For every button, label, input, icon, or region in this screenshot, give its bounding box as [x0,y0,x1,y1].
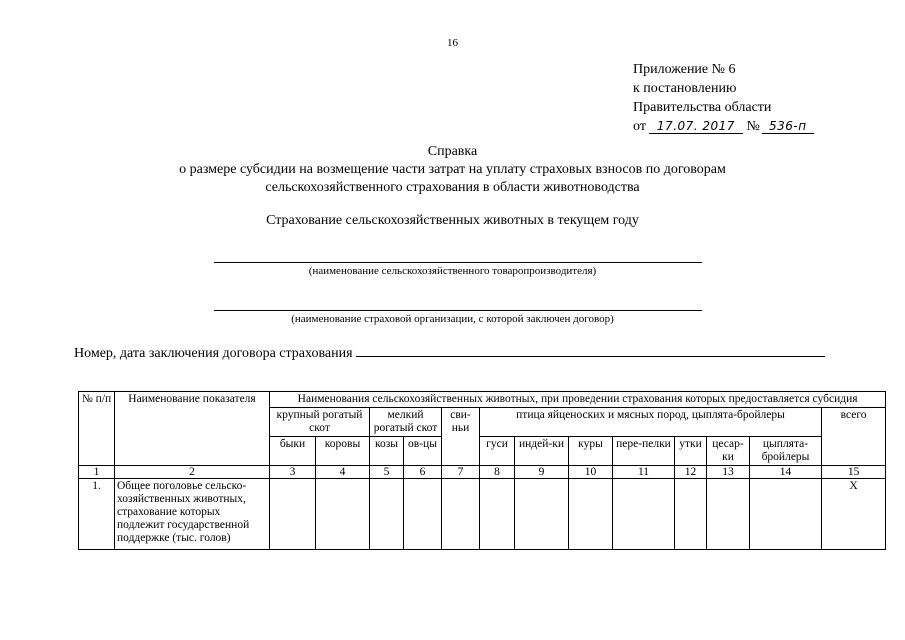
col-number: 5 [370,466,404,479]
data-cell [270,479,316,550]
page-number: 16 [447,37,458,49]
data-cell [480,479,515,550]
document-title [0,143,905,197]
data-cell [316,479,370,550]
sheep-header: ов-цы [404,437,442,466]
producer-fill-line [214,262,702,263]
col-number: 6 [404,466,442,479]
poultry-header: птица яйценоских и мясных пород, цыплята-бройлеры [480,408,822,437]
header-row-1 [79,392,886,408]
handwritten-number: 536-п [762,120,814,134]
contract-fill-line [356,342,825,357]
data-cell [675,479,707,550]
col-num-header: № п/п [79,392,115,466]
title-line-2: о размере субсидии на возмещение части затрат на уплату страховых взносов по договорам [179,162,726,177]
col-number: 1 [79,466,115,479]
insurer-fill-line [214,310,702,311]
guinea-fowl-header: цесар-ки [707,437,750,466]
title-line-3: сельскохозяйственного страхования в области животноводства [265,180,640,195]
data-cell [613,479,675,550]
col-number: 7 [442,466,480,479]
col-number: 15 [822,466,886,479]
number-label: № [746,119,760,134]
goats-header: козы [370,437,404,466]
data-cell [442,479,480,550]
data-cell [750,479,822,550]
data-cell [404,479,442,550]
col-number: 2 [115,466,270,479]
contract-label: Номер, дата заключения договора страхования [74,346,353,361]
col-number: 12 [675,466,707,479]
turkeys-header: индей-ки [515,437,569,466]
cattle-header: крупный рогатый скот [270,408,370,437]
appendix-line-3: Правительства области [633,100,772,115]
col-number: 10 [569,466,613,479]
handwritten-date: 17.07. 2017 [649,120,743,134]
col-number: 11 [613,466,675,479]
chickens-header: куры [569,437,613,466]
from-label: от [633,119,646,134]
title-line-1: Справка [427,144,478,159]
insurer-caption: (наименование страховой организации, с которой заключен договор) [291,313,614,325]
col-number: 8 [480,466,515,479]
row-num: 1. [79,479,115,550]
total-header: всего [822,408,886,466]
col-number: 9 [515,466,569,479]
appendix-block [633,60,814,136]
producer-caption: (наименование сельскохозяйственного товаропроизводителя) [308,265,597,277]
col-number: 14 [750,466,822,479]
pigs-header: сви-ньи [442,408,480,466]
table-row [79,479,886,550]
appendix-line-2: к постановлению [633,81,737,96]
ducks-header: утки [675,437,707,466]
row-name: Общее поголовье сельско-хозяйственных животных, страхование которых подлежит государственной поддержке (тыс. голов) [115,479,270,550]
col-number: 13 [707,466,750,479]
subsidy-table [78,391,886,550]
cows-header: коровы [316,437,370,466]
group-header: Наименования сельскохозяйственных животных, при проведении страхования которых предоставляется субсидия [270,392,886,408]
data-cell [515,479,569,550]
data-cell [370,479,404,550]
data-cell [707,479,750,550]
geese-header: гуси [480,437,515,466]
contract-row [74,342,825,362]
row-total: Х [822,479,886,550]
bulls-header: быки [270,437,316,466]
col-name-header: Наименование показателя [115,392,270,466]
col-number: 4 [316,466,370,479]
col-number: 3 [270,466,316,479]
data-cell [569,479,613,550]
document-subtitle: Страхование сельскохозяйственных животных в текущем году [266,213,639,228]
quails-header: пере-пелки [613,437,675,466]
appendix-date-row [633,117,814,136]
column-number-row [79,466,886,479]
broilers-header: цыплята-бройлеры [750,437,822,466]
small-cattle-header: мелкий рогатый скот [370,408,442,437]
appendix-line-1: Приложение № 6 [633,62,736,77]
